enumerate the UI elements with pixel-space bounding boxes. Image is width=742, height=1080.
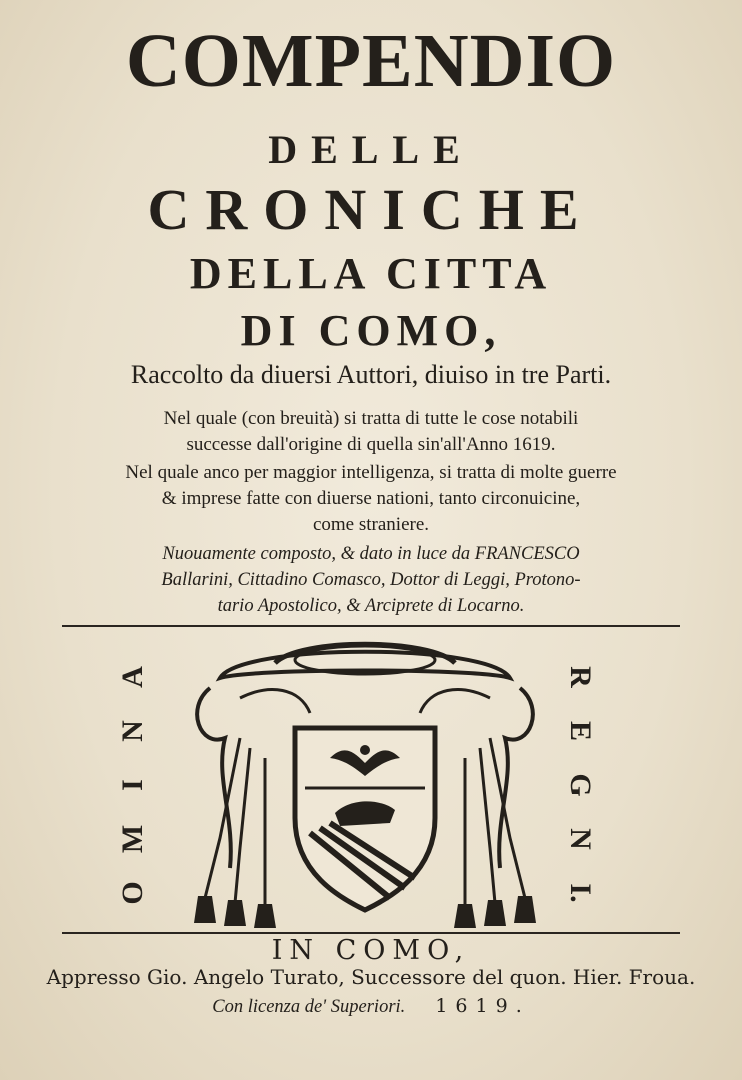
imprint-place: IN COMO, [271, 935, 471, 966]
motto-letter: G [564, 773, 597, 797]
bottom-rule [62, 932, 680, 934]
author-line: Nuouamente composto, & dato in luce da FRANCESCO [162, 544, 580, 564]
motto-left [113, 650, 153, 920]
imprint-license-line [0, 995, 742, 1018]
title-line-di-como: DI COMO, [240, 306, 502, 355]
description-line: successe dall'origine di quella sin'all'Anno 1619. [186, 434, 556, 455]
description-line: Nel quale anco per maggior intelligenza, si tratta di molte guerre [125, 462, 617, 483]
top-rule [62, 625, 680, 627]
motto-letter: E [564, 720, 597, 741]
motto-letter: O [116, 881, 149, 905]
title-line-della-citta: DELLA CITTA [189, 249, 553, 298]
description-line: come straniere. [312, 514, 430, 535]
imprint-year: 1619. [435, 995, 530, 1017]
coat-of-arms-woodcut [180, 638, 550, 928]
motto-letter: N [116, 720, 149, 742]
motto-letter: I. [564, 883, 597, 903]
imprint-license: Con licenza de' Superiori. [212, 997, 406, 1017]
description-line: & imprese fatte con diuerse nationi, tanto circonuicine, [161, 488, 581, 509]
author-line: tario Apostolico, & Arciprete di Locarno. [217, 596, 525, 616]
motto-letter: M [116, 824, 149, 854]
title-line-croniche: CRONICHE [147, 177, 595, 242]
title-line-compendio: COMPENDIO [125, 19, 617, 103]
motto-letter: N [564, 828, 597, 850]
imprint-printer: Appresso Gio. Angelo Turato, Successore del quon. Hier. Froua. [46, 965, 696, 989]
motto-letter: A [116, 666, 149, 688]
motto-letter: I [116, 779, 149, 791]
subtitle: Raccolto da diuersi Auttori, diuiso in tre Parti. [130, 360, 612, 389]
description-line: Nel quale (con breuità) si tratta di tutte le cose notabili [163, 408, 579, 429]
motto-letter: R [564, 666, 597, 688]
title-line-delle: DELLE [268, 127, 474, 172]
motto-right [560, 650, 600, 920]
author-line: Ballarini, Cittadino Comasco, Dottor di Leggi, Protono- [161, 570, 581, 590]
